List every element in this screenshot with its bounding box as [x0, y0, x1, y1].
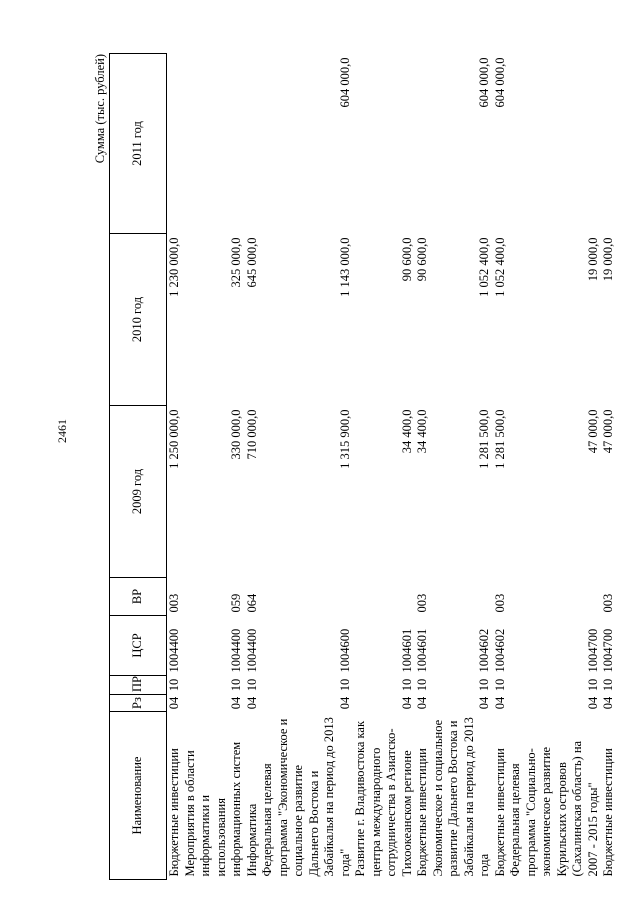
cell-pr: 10: [585, 678, 600, 692]
table-row: [245, 54, 261, 880]
cell-name: Мероприятия в области информатики и использования информационных систем: [182, 741, 243, 877]
cell-name: Бюджетные инвестиции: [415, 748, 429, 877]
table-row: [260, 54, 353, 880]
cell-vr: [431, 578, 493, 616]
cell-pr: 10: [167, 678, 181, 692]
cell-2010: 1 052 400,0: [477, 237, 491, 297]
cell-pr: 10: [477, 678, 491, 692]
cell-2011: [245, 54, 261, 234]
cell-2010: 19 000,0: [601, 237, 615, 282]
cell-rz: 04: [229, 696, 243, 710]
cell-vr: [508, 578, 601, 616]
cell-name: Бюджетные инвестиции: [492, 748, 507, 877]
table-row: [508, 54, 601, 880]
cell-2010: 1 230 000,0: [167, 237, 181, 297]
cell-vr: 059: [229, 593, 243, 613]
cell-2010: 19 000,0: [585, 237, 600, 282]
cell-rz: 04: [585, 696, 600, 710]
cell-pr: 10: [399, 678, 414, 692]
cell-2011: [415, 54, 431, 234]
cell-csr: 1004400: [229, 628, 243, 673]
cell-csr: 1004601: [399, 628, 414, 673]
cell-vr: 003: [167, 593, 181, 613]
table-row: [601, 54, 617, 880]
cell-pr: 10: [337, 678, 352, 692]
cell-vr: [353, 578, 415, 616]
cell-name: Бюджетные инвестиции: [601, 748, 615, 877]
cell-rz: 04: [167, 696, 181, 710]
cell-2009: 34 400,0: [399, 409, 414, 454]
table-row: [167, 54, 183, 880]
cell-csr: 1004700: [601, 628, 615, 673]
header-rz: Рз: [110, 695, 167, 712]
cell-2011: 604 000,0: [477, 57, 491, 108]
cell-vr: 003: [415, 593, 429, 613]
cell-2011: [353, 54, 415, 234]
cell-name: Федеральная целевая программа "Экономическое и социальное развитие Дальнего Востока и Забайкалья на период до 2013 года": [260, 717, 352, 877]
cell-rz: 04: [492, 696, 507, 710]
cell-2010: 1 052 400,0: [492, 237, 507, 297]
cell-pr: 10: [492, 678, 507, 692]
cell-vr: 003: [492, 593, 507, 613]
cell-csr: 1004601: [415, 628, 429, 673]
table-row: [493, 54, 509, 880]
cell-rz: 04: [601, 696, 615, 710]
cell-name: Экономическое и социальное развитие Дальнего Востока и Забайкалья на период до 2013 года: [430, 717, 491, 877]
cell-name: Информатика: [244, 803, 259, 877]
cell-2011: [601, 54, 617, 234]
cell-2010: 325 000,0: [229, 237, 243, 288]
cell-pr: 10: [601, 678, 615, 692]
cell-2010: 645 000,0: [244, 237, 259, 288]
header-2009: 2009 год: [110, 406, 167, 578]
header-vr: ВР: [110, 578, 167, 616]
cell-2010: 90 600,0: [399, 237, 414, 282]
cell-2009: 1 281 500,0: [492, 409, 507, 469]
cell-csr: 1004700: [585, 628, 600, 673]
header-name: Наименование: [110, 712, 167, 880]
cell-2011: [167, 54, 183, 234]
cell-csr: 1004602: [477, 628, 491, 673]
cell-name: Бюджетные инвестиции: [167, 748, 181, 877]
cell-2009: 1 315 900,0: [337, 409, 352, 469]
table-header-row: [110, 54, 167, 880]
cell-vr: 003: [601, 593, 615, 613]
table-row: [415, 54, 431, 880]
cell-2011: [183, 54, 245, 234]
units-caption: Сумма (тыс. рублей): [93, 54, 107, 164]
cell-2010: 1 143 000,0: [337, 237, 352, 297]
header-2010: 2010 год: [110, 234, 167, 406]
cell-rz: 04: [415, 696, 429, 710]
header-csr: ЦСР: [110, 616, 167, 676]
page-number: 2461: [55, 419, 69, 443]
cell-csr: 1004602: [492, 628, 507, 673]
cell-pr: 10: [415, 678, 429, 692]
cell-rz: 04: [244, 696, 259, 710]
cell-name: Развитие г. Владивостока как центра международного сотрудничества в Азиатско-Тихоокеанском регионе: [353, 720, 414, 877]
cell-2009: 1 281 500,0: [477, 409, 491, 469]
cell-2011: [508, 54, 601, 234]
table-body: [167, 54, 617, 880]
budget-table: [109, 53, 617, 880]
cell-rz: 04: [337, 696, 352, 710]
cell-2009: 330 000,0: [229, 409, 243, 460]
table-row: [353, 54, 415, 880]
cell-2009: 710 000,0: [244, 409, 259, 460]
cell-2011: 604 000,0: [337, 57, 352, 108]
cell-rz: 04: [477, 696, 491, 710]
cell-2009: 47 000,0: [601, 409, 615, 454]
cell-csr: 1004400: [167, 628, 181, 673]
cell-pr: 10: [229, 678, 243, 692]
cell-csr: 1004400: [244, 628, 259, 673]
cell-pr: 10: [244, 678, 259, 692]
cell-2011: 604 000,0: [492, 57, 507, 108]
rotated-page: [92, 50, 615, 880]
cell-csr: 1004600: [337, 628, 352, 673]
cell-vr: [260, 578, 353, 616]
cell-2009: 34 400,0: [415, 409, 429, 454]
cell-2010: 90 600,0: [415, 237, 429, 282]
cell-2009: 47 000,0: [585, 409, 600, 454]
header-pr: ПР: [110, 676, 167, 695]
cell-vr: 064: [244, 593, 259, 613]
cell-rz: 04: [399, 696, 414, 710]
cell-name: Федеральная целевая программа "Социально-экономическое развитие Курильских островов (Сахалинская область) на 2007 - 2015 годы": [508, 740, 600, 877]
table-row: [431, 54, 493, 880]
table-row: [183, 54, 245, 880]
header-2011: 2011 год: [110, 54, 167, 234]
cell-2009: 1 250 000,0: [167, 409, 181, 469]
